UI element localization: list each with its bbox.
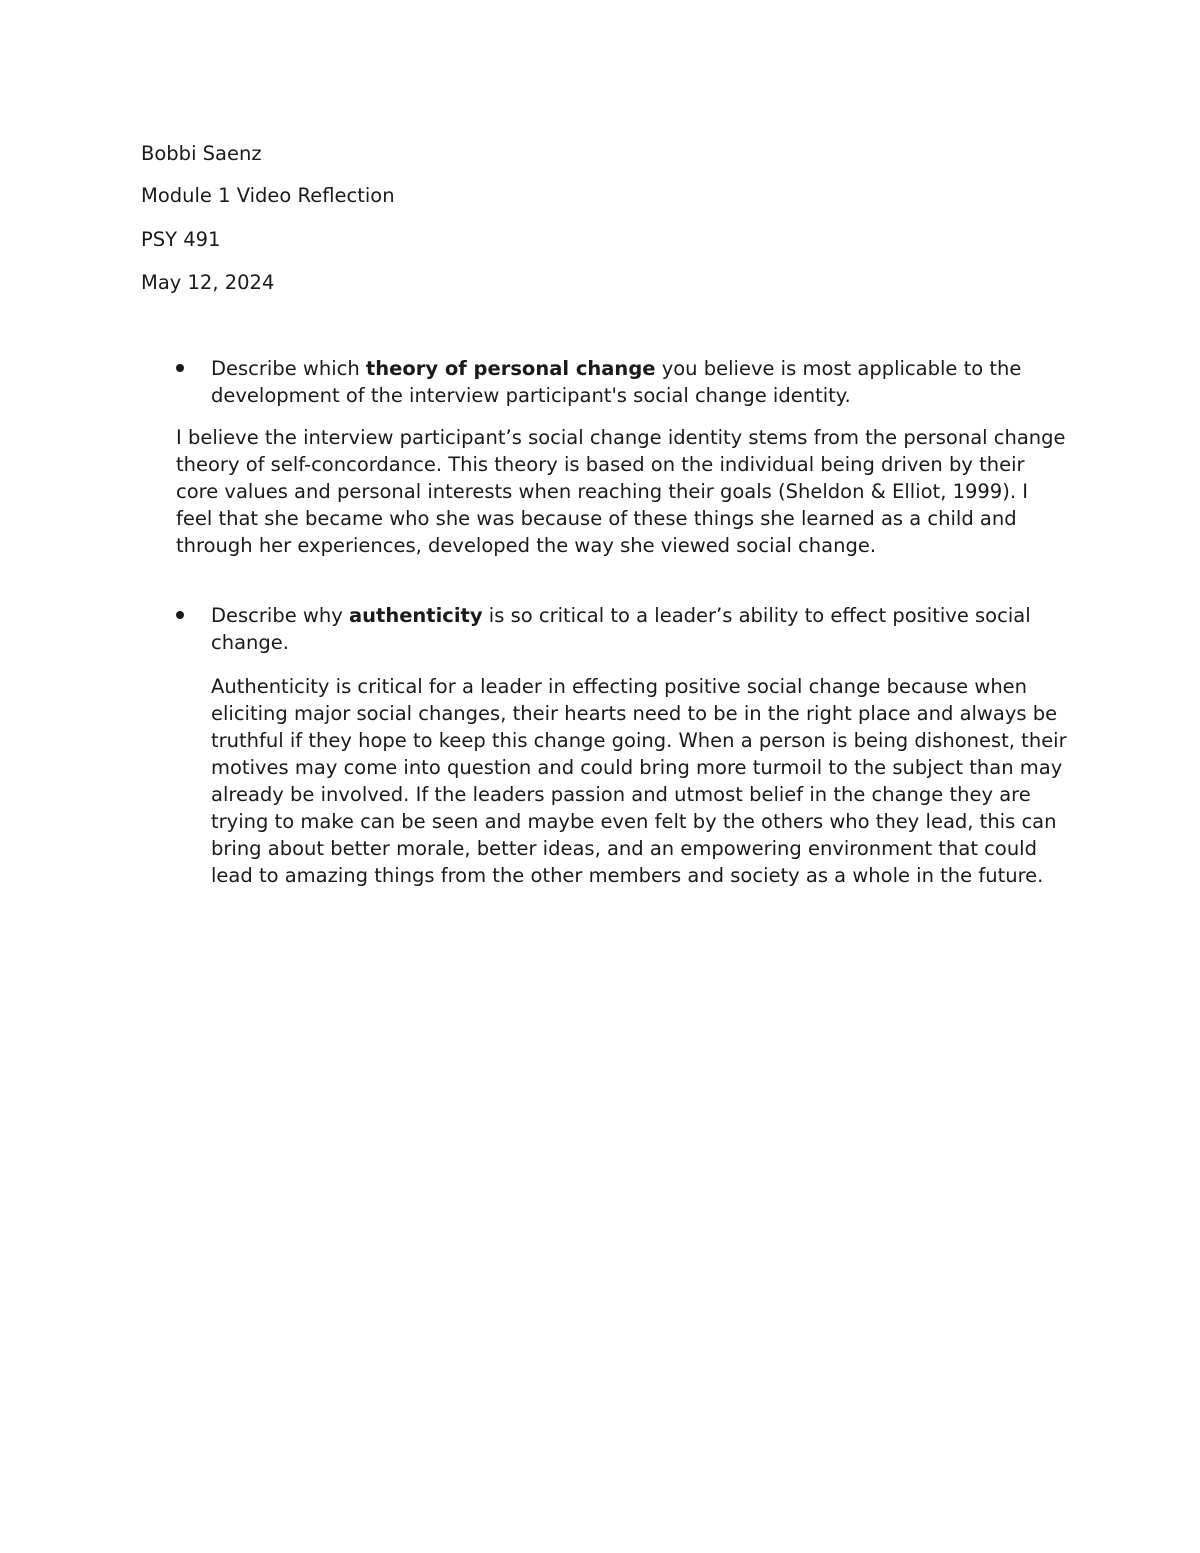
question-2-prefix: Describe why bbox=[211, 604, 349, 627]
question-2 bbox=[211, 602, 1091, 656]
question-1 bbox=[211, 355, 1091, 409]
bullet-icon bbox=[176, 364, 184, 372]
author-name: Bobbi Saenz bbox=[141, 142, 262, 165]
assignment-title: Module 1 Video Reflection bbox=[141, 184, 395, 207]
answer-2: Authenticity is critical for a leader in effecting positive social change because when eliciting major social changes, their hearts need to be in the right place and always be truthful if they hope to keep this change going. When a person is being dishonest, their motives may come into question and could bring more turmoil to the subject than may already be involved. If the leaders passion and utmost belief in the change they are trying to make can be seen and maybe even felt by the others who they lead, this can bring about better morale, better ideas, and an empowering environment that could lead to amazing things from the other members and society as a whole in the future. bbox=[211, 675, 1067, 887]
question-1-suffix: you believe is most applicable to the development of the interview participant's social change identity. bbox=[211, 357, 1022, 407]
question-2-suffix: is so critical to a leader’s ability to effect positive social change. bbox=[211, 604, 1031, 654]
course-code: PSY 491 bbox=[141, 228, 221, 251]
question-1-prefix: Describe which bbox=[211, 357, 366, 380]
bullet-icon bbox=[176, 611, 184, 619]
question-1-emphasis: theory of personal change bbox=[365, 357, 656, 380]
question-2-emphasis: authenticity bbox=[348, 604, 483, 627]
date: May 12, 2024 bbox=[141, 271, 275, 294]
answer-1: I believe the interview participant’s social change identity stems from the personal change theory of self-concordance. This theory is based on the individual being driven by their core values and personal interests when reaching their goals (Sheldon & Elliot, 1999). I feel that she became who she was because of these things she learned as a child and through her experiences, developed the way she viewed social change. bbox=[176, 426, 1066, 557]
